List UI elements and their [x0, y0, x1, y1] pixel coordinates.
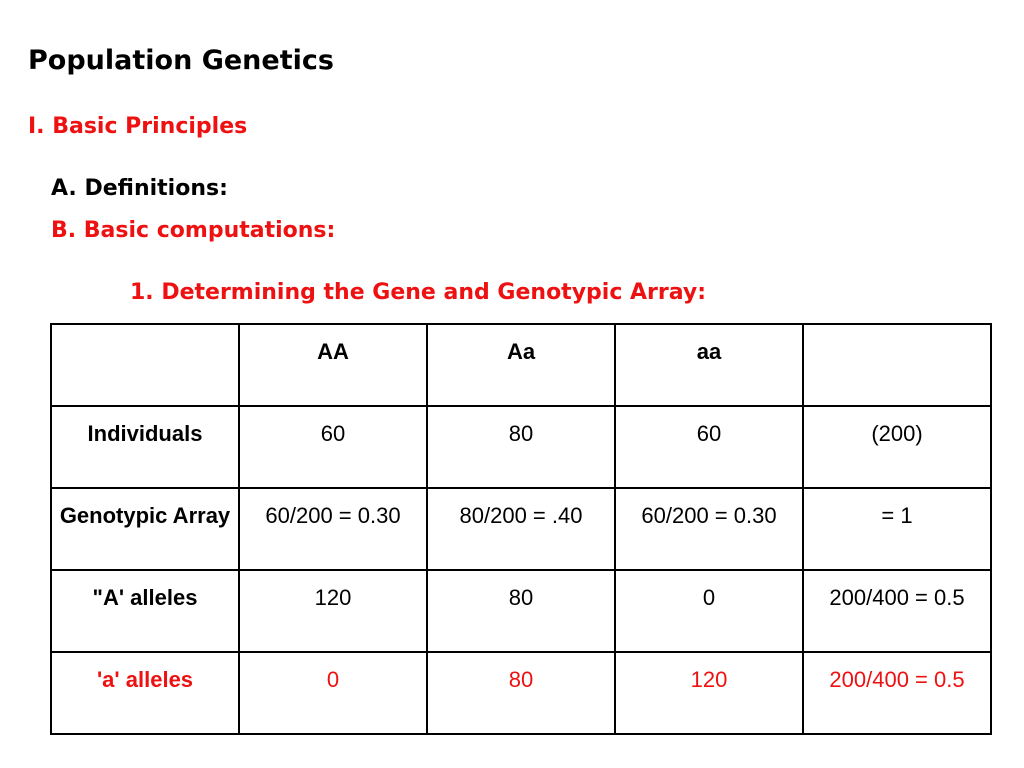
table-row — [51, 488, 991, 570]
table-cell: (200) — [803, 406, 991, 488]
genotype-table — [50, 323, 992, 735]
row-label-individuals: Individuals — [51, 406, 239, 488]
table-row — [51, 406, 991, 488]
subheading-definitions: A. Definitions: — [51, 176, 228, 201]
header-cell-blank — [51, 324, 239, 406]
row-label-A-alleles: "A' alleles — [51, 570, 239, 652]
table-cell: 80 — [427, 570, 615, 652]
table-header-row — [51, 324, 991, 406]
table-cell: 120 — [239, 570, 427, 652]
row-label-a-alleles: 'a' alleles — [51, 652, 239, 734]
table-cell: 0 — [615, 570, 803, 652]
header-cell-total — [803, 324, 991, 406]
subheading-computations: B. Basic computations: — [51, 218, 336, 243]
section-heading: I. Basic Principles — [28, 114, 248, 139]
header-cell-Aa: Aa — [427, 324, 615, 406]
table-cell: 80/200 = .40 — [427, 488, 615, 570]
table-cell: 80 — [427, 652, 615, 734]
table-cell: 60/200 = 0.30 — [615, 488, 803, 570]
header-cell-aa: aa — [615, 324, 803, 406]
table-cell: = 1 — [803, 488, 991, 570]
table-row — [51, 652, 991, 734]
header-cell-AA: AA — [239, 324, 427, 406]
table-cell: 200/400 = 0.5 — [803, 652, 991, 734]
row-label-genotypic-array: Genotypic Array — [51, 488, 239, 570]
table-row — [51, 570, 991, 652]
table-cell: 60 — [239, 406, 427, 488]
subsection-heading: 1. Determining the Gene and Genotypic Array: — [130, 280, 707, 305]
table-cell: 120 — [615, 652, 803, 734]
table-cell: 80 — [427, 406, 615, 488]
table-cell: 60 — [615, 406, 803, 488]
table-cell: 200/400 = 0.5 — [803, 570, 991, 652]
table-cell: 0 — [239, 652, 427, 734]
slide-title: Population Genetics — [28, 45, 334, 76]
table-cell: 60/200 = 0.30 — [239, 488, 427, 570]
